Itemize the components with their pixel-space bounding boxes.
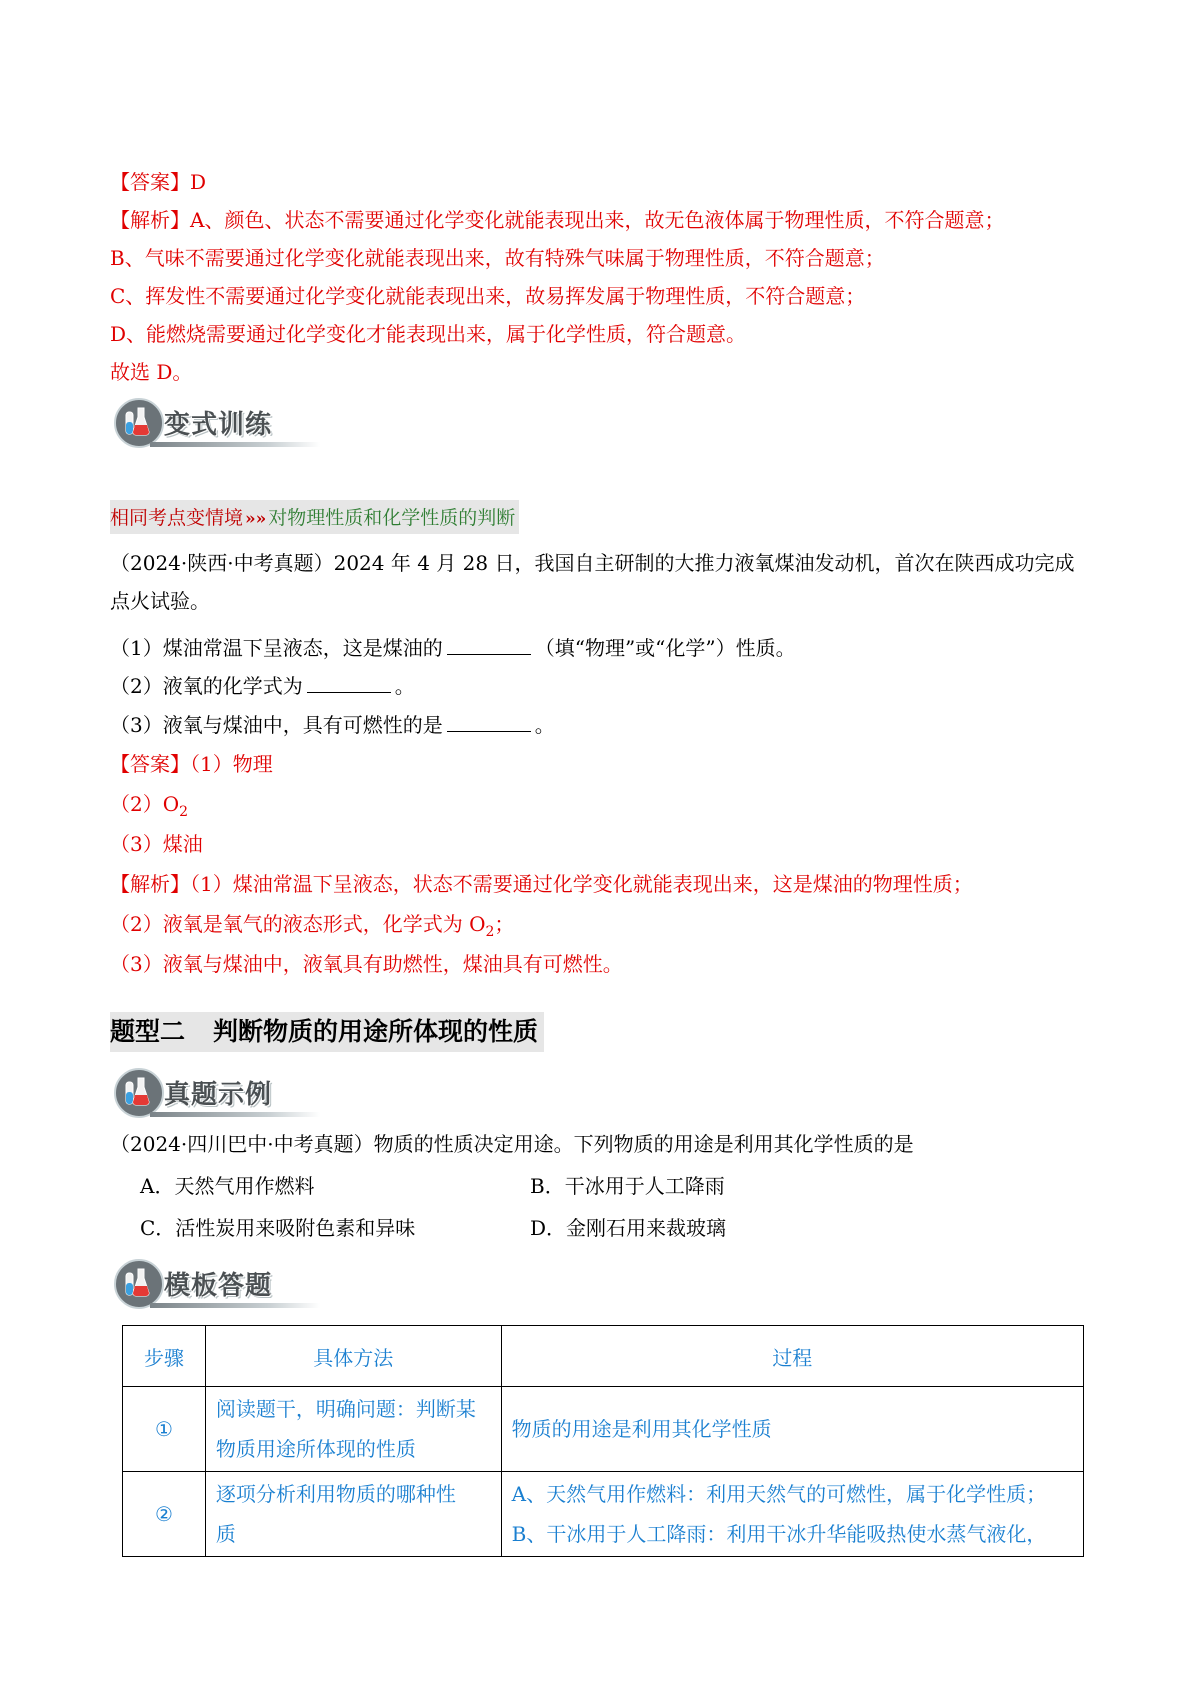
answer-label: 【答案】 [110, 170, 190, 194]
question-stem-line2: 点火试验。 [110, 589, 210, 613]
flask-icon [124, 1076, 150, 1106]
badge-label: 模板答题 [164, 1271, 273, 1301]
analysis2-line2 [110, 910, 514, 946]
flask-icon [124, 1267, 150, 1297]
analysis-text: ； [494, 912, 515, 936]
variant-training-badge [110, 396, 320, 450]
question-type-heading [110, 1012, 544, 1052]
analysis2-line3: （3）液氧与煤油中，液氧具有助燃性，煤油具有可燃性。 [110, 952, 623, 976]
option-a: A．天然气用作燃料 [140, 1174, 315, 1198]
steps-table [122, 1325, 1084, 1557]
type-title: 判断物质的用途所体现的性质 [213, 1017, 539, 1046]
process-cell [501, 1387, 1083, 1472]
sub-question-text: （1）煤油常温下呈液态，这是煤油的 [110, 636, 443, 660]
answer2-line2 [110, 790, 188, 826]
answer-blank [447, 711, 531, 732]
sub-question-text: 。 [534, 713, 555, 737]
option-c: C．活性炭用来吸附色素和异味 [140, 1216, 416, 1240]
option-b: B．干冰用于人工降雨 [530, 1174, 725, 1198]
subscript: 2 [179, 804, 189, 820]
step-number: ② [123, 1472, 206, 1557]
question-stem-line1: （2024·陕西·中考真题）2024 年 4 月 28 日，我国自主研制的大推力液氧煤油发动机，首次在陕西成功完成 [110, 551, 1075, 575]
process-text: A、天然气用作燃料：利用天然气的可燃性，属于化学性质； [511, 1482, 1047, 1506]
answer-line [110, 168, 206, 196]
analysis-line-b: B、气味不需要通过化学变化就能表现出来，故有特殊气味属于物理性质，不符合题意； [110, 246, 885, 270]
scenario-topic: 对物理性质和化学性质的判断 [268, 507, 516, 529]
double-arrow-icon: »» [245, 509, 267, 529]
process-cell [501, 1472, 1083, 1557]
process-text: B、干冰用于人工降雨：利用干冰升华能吸热使水蒸气液化， [511, 1522, 1047, 1546]
sub-question-text: （3）液氧与煤油中，具有可燃性的是 [110, 713, 443, 737]
sub-question-1 [110, 634, 796, 662]
sub-question-2 [110, 672, 415, 700]
answer-label: 【答案】 [110, 752, 190, 776]
analysis-label: 【解析】 [110, 208, 190, 232]
scenario-heading [110, 500, 519, 534]
step-number: ① [123, 1387, 206, 1472]
analysis-text: （1）煤油常温下呈液态，状态不需要通过化学变化就能表现出来，这是煤油的物理性质； [190, 872, 973, 896]
analysis-label: 【解析】 [110, 872, 190, 896]
table-row [123, 1472, 1084, 1557]
sub-question-text: 。 [394, 674, 415, 698]
method-text: 逐项分析利用物质的哪种性 [215, 1482, 456, 1506]
sub-question-text: （填“物理”或“化学”）性质。 [534, 636, 796, 660]
type-number: 题型二 [110, 1017, 186, 1046]
real-exam-badge [110, 1066, 320, 1120]
badge-underline [150, 442, 320, 447]
badge-label: 变式训练 [164, 410, 273, 440]
scenario-lead: 相同考点变情境 [110, 507, 244, 529]
table-row [123, 1387, 1084, 1472]
sub-question-3 [110, 711, 555, 739]
answer2-line1 [110, 750, 273, 778]
answer-value: D [190, 170, 207, 194]
answer2-line3: （3）煤油 [110, 832, 203, 856]
analysis-line-a [110, 206, 1004, 234]
answer-blank [447, 634, 531, 655]
option-d: D．金刚石用来裁玻璃 [530, 1216, 727, 1240]
column-header: 具体方法 [205, 1326, 501, 1387]
method-text: 物质用途所体现的性质 [215, 1437, 416, 1461]
sub-question-text: （2）液氧的化学式为 [110, 674, 303, 698]
answer-blank [307, 672, 391, 693]
analysis-line-d: D、能燃烧需要通过化学变化才能表现出来，属于化学性质，符合题意。 [110, 322, 747, 346]
column-header: 过程 [501, 1326, 1083, 1387]
question3-stem: （2024·四川巴中·中考真题）物质的性质决定用途。下列物质的用途是利用其化学性质的是 [110, 1132, 914, 1156]
method-text: 质 [215, 1522, 236, 1546]
column-header: 步骤 [123, 1326, 206, 1387]
answer-item: （1）物理 [190, 752, 273, 776]
process-text: 物质的用途是利用其化学性质 [511, 1417, 772, 1441]
flask-icon [124, 406, 150, 436]
method-cell [205, 1387, 501, 1472]
subscript: 2 [485, 924, 495, 940]
answer-item: （2）O [110, 792, 180, 816]
analysis-conclusion: 故选 D。 [110, 360, 193, 384]
analysis-line-c: C、挥发性不需要通过化学变化就能表现出来，故易挥发属于物理性质，不符合题意； [110, 284, 866, 308]
badge-underline [150, 1303, 320, 1308]
method-text: 阅读题干，明确问题：判断某 [215, 1397, 476, 1421]
template-answer-badge [110, 1257, 320, 1311]
badge-label: 真题示例 [164, 1080, 273, 1110]
table-header-row [123, 1326, 1084, 1387]
method-cell [205, 1472, 501, 1557]
analysis-text: （2）液氧是氧气的液态形式，化学式为 O [110, 912, 486, 936]
analysis2-line1 [110, 870, 973, 898]
analysis-text: A、颜色、状态不需要通过化学变化就能表现出来，故无色液体属于物理性质，不符合题意； [190, 208, 1005, 232]
badge-underline [150, 1112, 320, 1117]
